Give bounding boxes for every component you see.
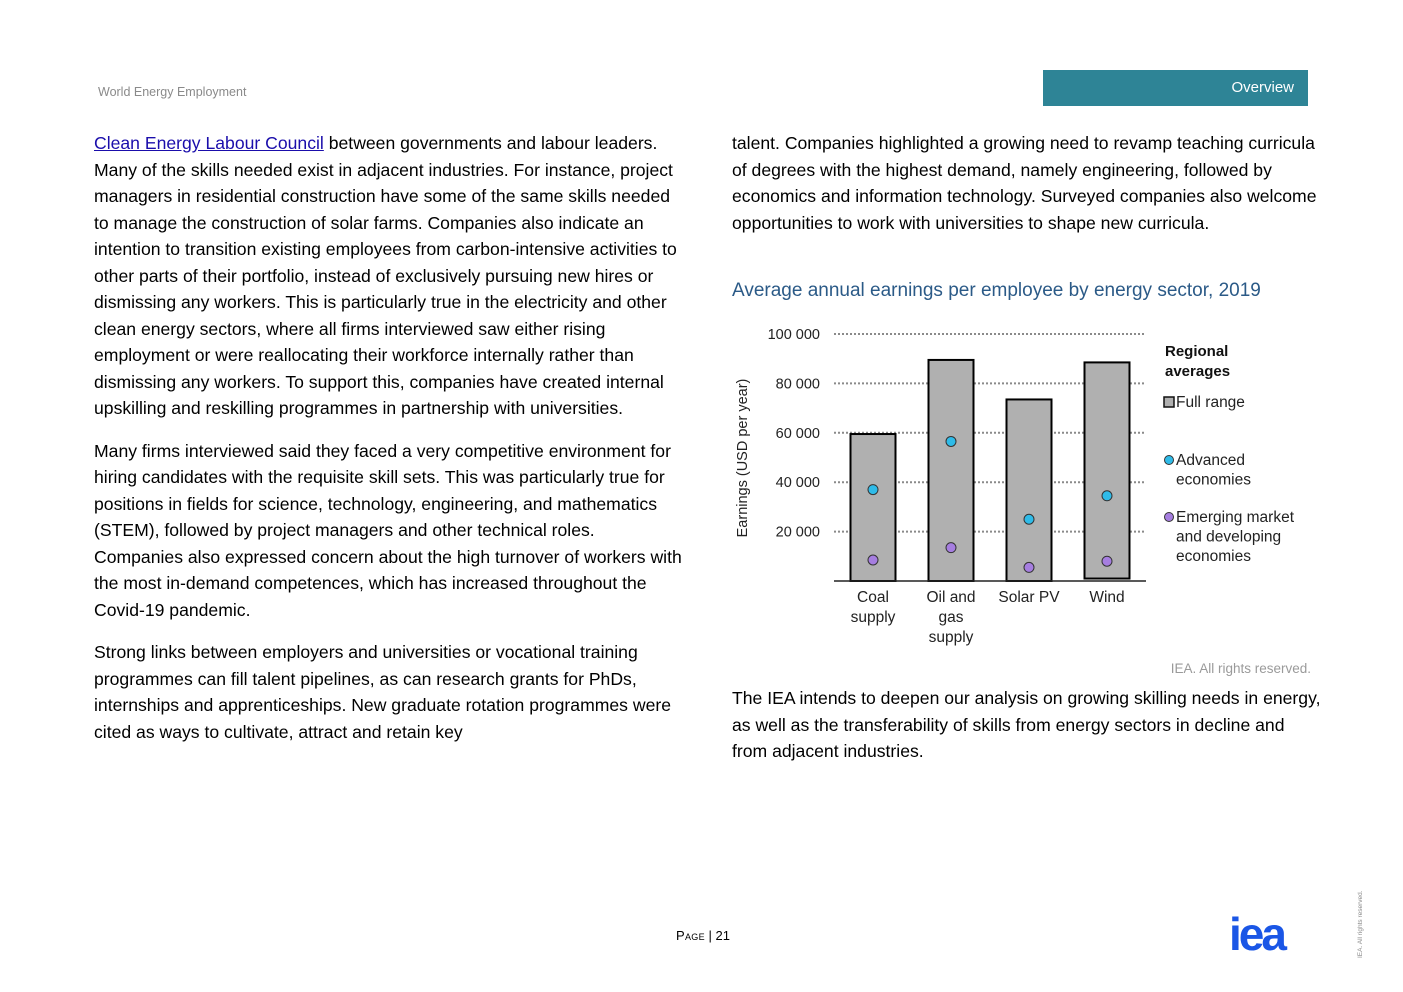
y-tick-label: 40 000	[775, 475, 820, 492]
iea-logo	[1229, 914, 1311, 956]
legend-emerging-label: economies	[1176, 548, 1251, 565]
section-tab: Overview	[1043, 70, 1308, 106]
full-range-bar	[1007, 399, 1052, 581]
y-tick-label: 60 000	[775, 425, 820, 442]
advanced-economies-point	[1102, 491, 1112, 501]
page-separator: |	[704, 928, 716, 943]
legend-emerging-label: and developing	[1176, 528, 1282, 546]
earnings-chart	[732, 320, 1312, 660]
y-tick-label: 20 000	[775, 524, 820, 541]
right-paragraph-2: The IEA intends to deepen our analysis on growing skilling needs in energy, as well as the transferability of skills from energy sectors in decline and from adjacent industries.	[732, 688, 1321, 761]
legend-emerging-swatch	[1165, 513, 1174, 522]
right-paragraph-1: talent. Companies highlighted a growing need to revamp teaching curricula of degrees with the highest demand, namely engineering, followed by economics and information technology. Surveyed companies also welcome opportunities to work with universities to shape new curricula.	[732, 133, 1317, 233]
emerging-economies-point	[1024, 562, 1034, 572]
legend-advanced-label: Advanced	[1176, 452, 1245, 469]
legend-advanced-label: economies	[1176, 471, 1251, 489]
paragraph-1	[94, 130, 684, 422]
full-range-bar	[1085, 362, 1130, 578]
page-number	[676, 928, 730, 943]
legend-emerging-label: Emerging market	[1176, 509, 1295, 526]
paragraph-2: Many firms interviewed said they faced a very competitive environment for hiring candidates with the requisite skill sets. This was particularly true for positions in fields for science, technology, engineering, and mathematics (STEM), followed by project managers and other technical roles. Companies also expressed concern about the high turnover of workers with the most in-demand competences, which has increased throughout the Covid-19 pandemic.	[94, 440, 682, 620]
legend-title: averages	[1165, 363, 1231, 380]
legend-advanced-swatch	[1165, 456, 1174, 465]
paragraph-1-text: between governments and labour leaders. Many of the skills needed exist in adjacent industries. For instance, project managers in residential construction have some of the same skills needed to manage the construction of solar farms. Companies also indicate an intention to transition existing employees from carbon-intensive activities to other parts of their portfolio, instead of exclusively pursuing new hires or dismissing any workers. This is particularly true in the electricity and other clean energy sectors, where all firms interviewed saw either rising employment or were reallocating their workforce internally rather than dismissing any workers. To support this, companies have created internal upskilling and reskilling programmes in partnership with universities.	[94, 133, 677, 418]
paragraph-3: Strong links between employers and universities or vocational training programmes can fill talent pipelines, as can research grants for PhDs, internships and apprenticeships. New graduate rotation programmes were cited as ways to cultivate, attract and retain key	[94, 642, 671, 742]
right-column	[732, 130, 1322, 252]
legend-title: Regional	[1165, 343, 1229, 360]
advanced-economies-point	[1024, 514, 1034, 524]
x-tick-label: supply	[850, 609, 896, 626]
running-head: World Energy Employment	[98, 85, 247, 99]
x-tick-label: Coal	[857, 589, 889, 606]
x-tick-label: supply	[928, 629, 974, 646]
page-label: Page	[676, 928, 705, 943]
advanced-economies-point	[868, 485, 878, 495]
y-tick-label: 80 000	[775, 376, 820, 393]
vertical-copyright-note: IEA. All rights reserved.	[1357, 890, 1364, 958]
left-column	[94, 130, 684, 761]
y-tick-label: 100 000	[767, 327, 820, 343]
advanced-economies-point	[946, 436, 956, 446]
x-tick-label: Solar PV	[998, 589, 1060, 606]
chart-credit: IEA. All rights reserved.	[1170, 661, 1311, 676]
y-axis-label: Earnings (USD per year)	[735, 378, 751, 538]
x-tick-label: gas	[938, 609, 964, 626]
legend-full-range-swatch	[1164, 397, 1174, 407]
x-tick-label: Wind	[1089, 589, 1125, 606]
legend-full-range-label: Full range	[1176, 394, 1245, 411]
x-tick-label: Oil and	[926, 589, 976, 606]
svg-text:iea: iea	[1229, 914, 1284, 956]
chart-title: Average annual earnings per employee by energy sector, 2019	[732, 280, 1261, 301]
clean-energy-labour-council-link[interactable]: Clean Energy Labour Council	[94, 133, 324, 153]
page-number-value: 21	[715, 928, 730, 943]
emerging-economies-point	[868, 555, 878, 565]
emerging-economies-point	[1102, 556, 1112, 566]
emerging-economies-point	[946, 543, 956, 553]
